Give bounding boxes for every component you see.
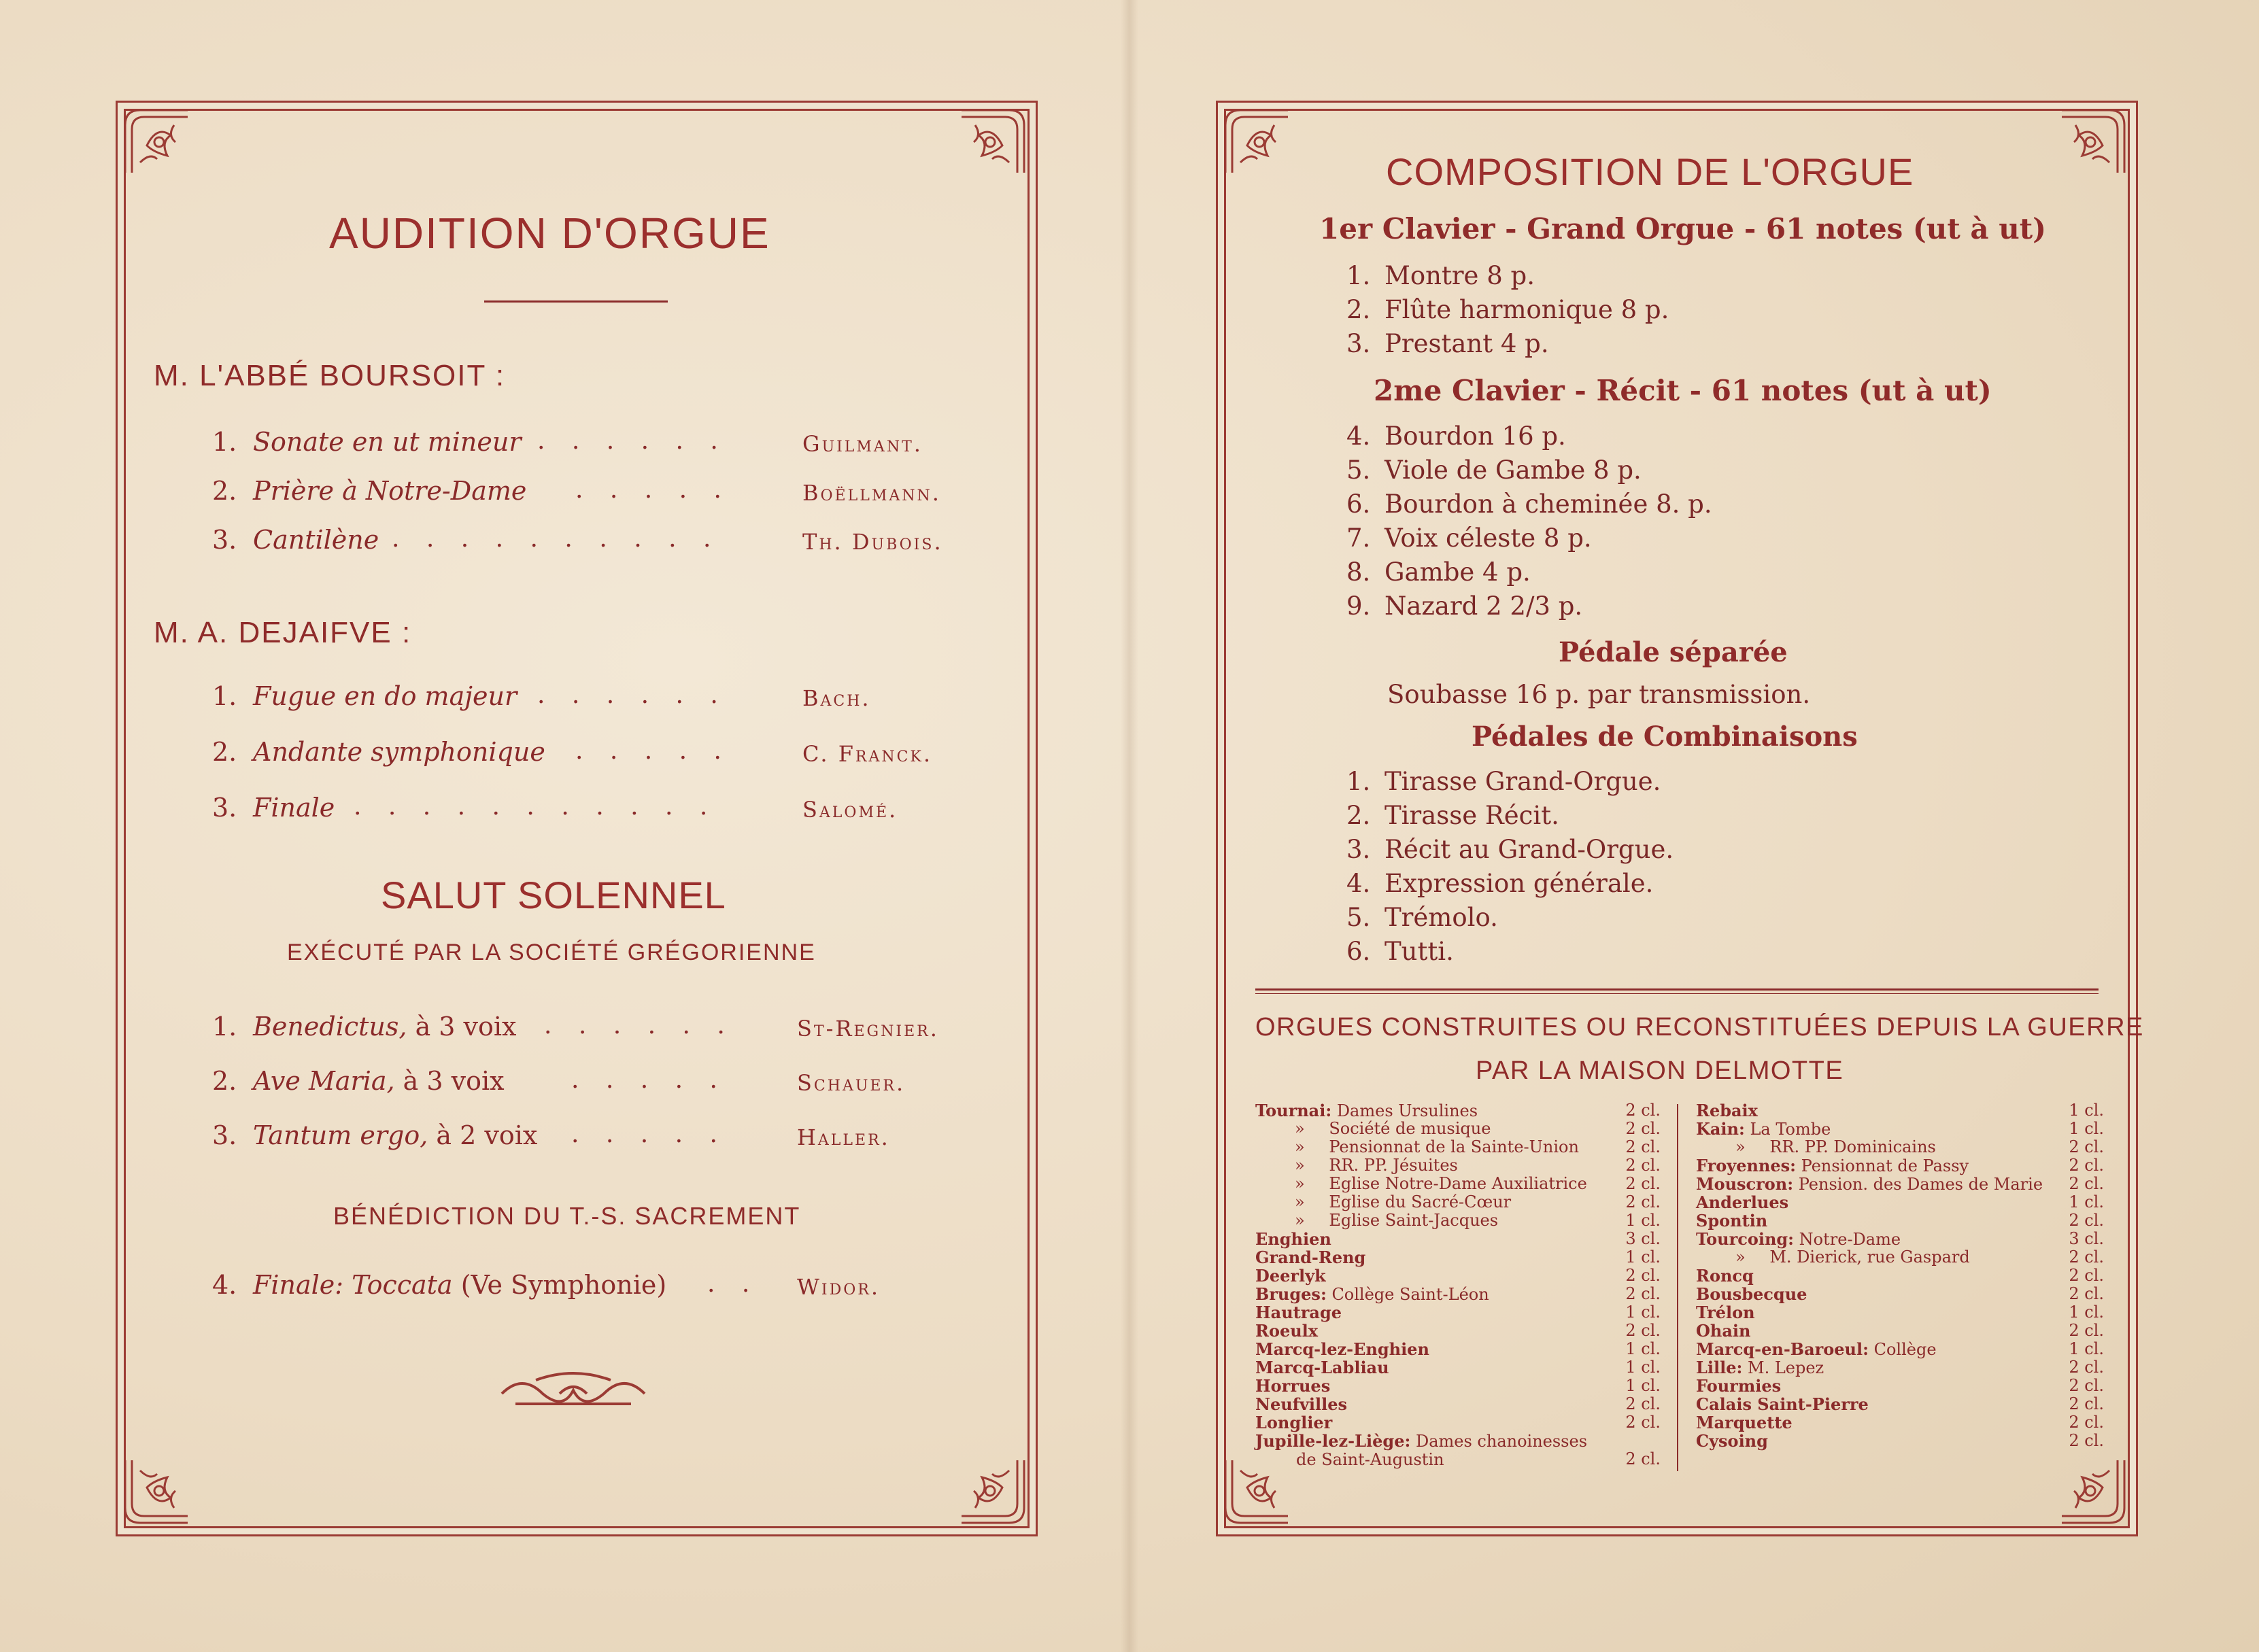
pedale-text: Soubasse 16 p. par transmission. <box>1387 680 1811 709</box>
program-item: 2. Prière à Notre-Dame <box>212 476 527 506</box>
organ-location: Fourmies <box>1696 1376 1782 1396</box>
organ-description: Dames chanoinesses <box>1410 1432 1588 1451</box>
stop-item: 6. Tutti. <box>1346 937 1454 966</box>
organ-list-row <box>1696 1267 2104 1286</box>
organ-clavier-count: 2 cl. <box>1625 1156 1661 1175</box>
organ-location: Deerlyk <box>1255 1266 1326 1286</box>
organ-description: La Tombe <box>1744 1120 1831 1139</box>
organ-location: » <box>1295 1192 1305 1211</box>
organ-description: Pensionnat de la Sainte-Union <box>1323 1137 1579 1156</box>
organ-list-row <box>1696 1175 2104 1194</box>
organ-clavier-count: 2 cl. <box>1625 1101 1661 1120</box>
organ-list-row <box>1696 1395 2104 1414</box>
section-rule <box>1255 988 2099 991</box>
leader-dots: . . . . . . . . . . <box>392 525 721 553</box>
organ-list-row <box>1255 1285 1661 1304</box>
stop-item: 4. Expression générale. <box>1346 869 1654 898</box>
organ-list-row <box>1255 1377 1661 1396</box>
stop-item: 5. Trémolo. <box>1346 903 1498 932</box>
organ-clavier-count: 2 cl. <box>1625 1174 1661 1193</box>
organ-clavier-count: 1 cl. <box>1625 1339 1661 1358</box>
organ-clavier-count: 2 cl. <box>1625 1119 1661 1138</box>
organ-clavier-count: 2 cl. <box>2069 1321 2104 1340</box>
organ-list-row <box>1696 1322 2104 1341</box>
corner-ornament-icon <box>2055 105 2130 179</box>
benediction-title: BÉNÉDICTION DU T.-S. SACREMENT <box>333 1202 801 1230</box>
organ-location: Lille: <box>1696 1358 1743 1377</box>
organ-clavier-count: 2 cl. <box>1625 1192 1661 1211</box>
organ-description: Eglise Saint-Jacques <box>1323 1211 1499 1230</box>
organ-clavier-count: 1 cl. <box>2069 1101 2104 1120</box>
organ-list-row <box>1255 1120 1661 1138</box>
corner-ornament-icon <box>1220 105 1295 179</box>
organ-clavier-count: 2 cl. <box>2069 1211 2104 1230</box>
organ-clavier-count: 2 cl. <box>1625 1394 1661 1413</box>
organ-description: Pension. des Dames de Marie <box>1793 1175 2043 1194</box>
salut-title: SALUT SOLENNEL <box>381 874 726 916</box>
leader-dots: . . . . . . <box>537 681 728 709</box>
organ-location <box>1255 1449 1296 1469</box>
organ-list-row <box>1255 1358 1661 1377</box>
composer-name: Th. Dubois. <box>802 529 943 555</box>
stop-item: 6. Bourdon à cheminée 8. p. <box>1346 489 1712 519</box>
organ-list-row <box>1696 1413 2104 1432</box>
organ-location: Spontin <box>1696 1211 1768 1231</box>
composer-name: Haller. <box>797 1124 890 1150</box>
orgues-heading-line2: PAR LA MAISON DELMOTTE <box>1476 1056 1844 1085</box>
organ-list-row <box>1696 1211 2104 1231</box>
organ-location: Marquette <box>1696 1413 1793 1432</box>
column-divider <box>1677 1104 1678 1471</box>
leader-dots: . . . . . . . . . . . <box>354 793 717 821</box>
program-item: 1. Benedictus, à 3 voix <box>212 1012 517 1042</box>
organ-clavier-count: 1 cl. <box>2069 1303 2104 1322</box>
stop-item: 2. Tirasse Récit. <box>1346 801 1559 830</box>
organ-description: Collège Saint-Léon <box>1326 1285 1489 1304</box>
organ-clavier-count: 1 cl. <box>1625 1303 1661 1322</box>
program-item: 3. Finale <box>212 793 335 823</box>
composer-name: Widor. <box>797 1274 880 1300</box>
organ-location: Marcq-Labliau <box>1255 1358 1389 1377</box>
leader-dots: . . . . . . <box>544 1012 734 1039</box>
organ-location: Hautrage <box>1255 1303 1342 1322</box>
organ-list-row <box>1696 1138 2104 1156</box>
leader-dots: . . . . . <box>575 737 731 765</box>
organ-list-row <box>1696 1432 2104 1451</box>
stop-item: 1. Tirasse Grand-Orgue. <box>1346 767 1661 796</box>
organ-location: Anderlues <box>1696 1192 1789 1212</box>
organ-description: de Saint-Augustin <box>1296 1450 1444 1469</box>
organ-location: Jupille-lez-Liège: <box>1255 1431 1411 1451</box>
organ-clavier-count: 1 cl. <box>2069 1192 2104 1211</box>
stop-item: 8. Gambe 4 p. <box>1346 557 1531 587</box>
organ-location: Neufvilles <box>1255 1394 1348 1414</box>
organ-list-row <box>1696 1120 2104 1139</box>
organ-list-row <box>1255 1175 1661 1193</box>
pedale-heading: Pédale séparée <box>1559 636 1788 668</box>
organ-description: RR. PP. Jésuites <box>1323 1156 1458 1175</box>
organ-description: Eglise du Sacré-Cœur <box>1323 1192 1512 1211</box>
composer-name: Guilmant. <box>802 431 923 457</box>
organ-location: » <box>1295 1211 1305 1230</box>
performer-boursoit: M. L'ABBÉ BOURSOIT : <box>154 359 506 392</box>
stop-item: 9. Nazard 2 2/3 p. <box>1346 591 1583 621</box>
organ-description: Dames Ursulines <box>1331 1101 1478 1120</box>
organ-clavier-count: 2 cl. <box>2069 1284 2104 1303</box>
organ-clavier-count: 2 cl. <box>1625 1266 1661 1285</box>
stop-item: 3. Prestant 4 p. <box>1346 329 1549 358</box>
organ-location: Bousbecque <box>1696 1284 1807 1304</box>
organ-clavier-count: 2 cl. <box>2069 1247 2104 1267</box>
corner-ornament-icon <box>120 105 194 179</box>
stop-item: 3. Récit au Grand-Orgue. <box>1346 835 1674 864</box>
organ-clavier-count: 2 cl. <box>1625 1321 1661 1340</box>
organ-clavier-count: 2 cl. <box>1625 1449 1661 1468</box>
organ-list-row <box>1255 1303 1661 1322</box>
organ-list-row <box>1255 1211 1661 1230</box>
organ-location: » <box>1295 1137 1305 1156</box>
organ-clavier-count: 3 cl. <box>2069 1229 2104 1248</box>
organ-list-row <box>1255 1193 1661 1211</box>
organ-location: Ohain <box>1696 1321 1751 1341</box>
organ-list-row <box>1696 1377 2104 1396</box>
organ-location: Horrues <box>1255 1376 1331 1396</box>
organ-location: » <box>1295 1174 1305 1193</box>
organ-location: » <box>1735 1247 1746 1267</box>
organ-list-row <box>1255 1248 1661 1267</box>
organ-location: Marcq-lez-Enghien <box>1255 1339 1429 1359</box>
stop-item: 5. Viole de Gambe 8 p. <box>1346 455 1642 485</box>
center-fold <box>1121 0 1138 1652</box>
organ-clavier-count: 1 cl. <box>2069 1119 2104 1138</box>
organ-clavier-count: 3 cl. <box>1625 1229 1661 1248</box>
corner-ornament-icon <box>955 105 1030 179</box>
organ-location: Enghien <box>1255 1229 1331 1249</box>
organ-clavier-count: 2 cl. <box>1625 1137 1661 1156</box>
stop-item: 4. Bourdon 16 p. <box>1346 421 1566 451</box>
organ-location: Calais Saint-Pierre <box>1696 1394 1869 1414</box>
organ-clavier-count: 2 cl. <box>2069 1358 2104 1377</box>
organ-description: Pensionnat de Passy <box>1796 1156 1969 1175</box>
corner-ornament-icon <box>2055 1453 2130 1528</box>
organ-location: Mouscron: <box>1696 1174 1794 1194</box>
leader-dots: . . . . . <box>571 1120 727 1148</box>
organ-list-row <box>1696 1101 2104 1120</box>
organ-description: M. Lepez <box>1742 1358 1824 1377</box>
organ-clavier-count: 2 cl. <box>1625 1413 1661 1432</box>
vignette-ornament-icon <box>495 1366 651 1417</box>
organ-list-row <box>1255 1322 1661 1341</box>
section-rule <box>1255 993 2099 994</box>
organ-location: » <box>1295 1119 1305 1138</box>
organ-location: Cysoing <box>1696 1431 1768 1451</box>
page-title-composition: COMPOSITION DE L'ORGUE <box>1386 150 1914 193</box>
program-item: 4. Finale: Toccata (Ve Symphonie) <box>212 1270 667 1300</box>
organ-list-row <box>1696 1303 2104 1322</box>
organ-list-row <box>1696 1340 2104 1359</box>
orgues-heading-line1: ORGUES CONSTRUITES OU RECONSTITUÉES DEPUIS LA GUERRE <box>1255 1013 2144 1042</box>
organ-location: Longlier <box>1255 1413 1333 1432</box>
composer-name: Bach. <box>802 685 871 711</box>
organ-list-row <box>1255 1450 1661 1469</box>
title-underline <box>484 300 668 303</box>
organ-description: M. Dierick, rue Gaspard <box>1764 1247 1970 1267</box>
corner-ornament-icon <box>955 1453 1030 1528</box>
organ-clavier-count: 1 cl. <box>1625 1247 1661 1267</box>
stop-item: 2. Flûte harmonique 8 p. <box>1346 295 1669 324</box>
stop-item: 1. Montre 8 p. <box>1346 261 1535 290</box>
stop-item: 7. Voix céleste 8 p. <box>1346 523 1592 553</box>
organ-list-row <box>1255 1230 1661 1249</box>
organ-clavier-count: 1 cl. <box>2069 1339 2104 1358</box>
organ-location: Froyennes: <box>1696 1156 1797 1175</box>
organ-list-row <box>1696 1193 2104 1212</box>
program-item: 3. Tantum ergo, à 2 voix <box>212 1120 538 1150</box>
organ-description: Notre-Dame <box>1794 1230 1901 1249</box>
organ-clavier-count: 2 cl. <box>2069 1156 2104 1175</box>
organ-location: Grand-Reng <box>1255 1247 1366 1267</box>
organ-location: Tournai: <box>1255 1101 1332 1120</box>
organ-clavier-count: 1 cl. <box>1625 1358 1661 1377</box>
organ-description: RR. PP. Dominicains <box>1764 1137 1936 1156</box>
organ-list-row <box>1255 1101 1661 1120</box>
organ-list-row <box>1255 1267 1661 1286</box>
salut-subtitle: EXÉCUTÉ PAR LA SOCIÉTÉ GRÉGORIENNE <box>287 940 816 965</box>
organ-location: Roeulx <box>1255 1321 1319 1341</box>
composer-name: Salomé. <box>802 797 898 823</box>
organ-location: Trélon <box>1696 1303 1755 1322</box>
clavier-2-heading: 2me Clavier - Récit - 61 notes (ut à ut) <box>1374 374 1992 407</box>
performer-dejaifve: M. A. DEJAIFVE : <box>154 616 412 649</box>
organ-list-row <box>1255 1413 1661 1432</box>
organ-description: Collège <box>1868 1340 1937 1359</box>
organ-list-row <box>1255 1156 1661 1175</box>
organ-location: Bruges: <box>1255 1284 1327 1304</box>
organ-list-row <box>1255 1395 1661 1414</box>
program-item: 1. Sonate en ut mineur <box>212 427 522 457</box>
leader-dots: . . . . . <box>575 476 731 504</box>
organ-location: Kain: <box>1696 1119 1745 1139</box>
program-item: 1. Fugue en do majeur <box>212 681 517 711</box>
organ-clavier-count: 2 cl. <box>2069 1376 2104 1395</box>
composer-name: Boëllmann. <box>802 480 941 506</box>
composer-name: St-Regnier. <box>797 1016 939 1042</box>
organ-location: Rebaix <box>1696 1101 1758 1120</box>
organ-clavier-count: 2 cl. <box>2069 1431 2104 1450</box>
leader-dots: . . . . . <box>571 1066 727 1094</box>
organ-location: Tourcoing: <box>1696 1229 1795 1249</box>
leader-dots: . . . . . . <box>537 427 728 455</box>
organ-list-row <box>1696 1285 2104 1304</box>
program-item: 2. Ave Maria, à 3 voix <box>212 1066 505 1096</box>
program-item: 2. Andante symphonique <box>212 737 545 767</box>
organ-clavier-count: 2 cl. <box>2069 1394 2104 1413</box>
composer-name: C. Franck. <box>802 741 933 767</box>
organ-location: » <box>1735 1137 1746 1156</box>
program-item: 3. Cantilène <box>212 525 379 555</box>
organ-list-row <box>1696 1358 2104 1377</box>
leader-dots: . . <box>707 1270 760 1298</box>
organ-clavier-count: 1 cl. <box>1625 1211 1661 1230</box>
organ-description: Eglise Notre-Dame Auxiliatrice <box>1323 1174 1587 1193</box>
organ-clavier-count: 2 cl. <box>2069 1266 2104 1285</box>
organ-clavier-count: 2 cl. <box>2069 1174 2104 1193</box>
organ-clavier-count: 2 cl. <box>2069 1137 2104 1156</box>
corner-ornament-icon <box>120 1453 194 1528</box>
organ-location: Roncq <box>1696 1266 1754 1286</box>
organ-clavier-count: 2 cl. <box>1625 1284 1661 1303</box>
organ-list-row <box>1696 1156 2104 1175</box>
organ-list-row <box>1696 1230 2104 1249</box>
organ-list-row <box>1255 1138 1661 1156</box>
organ-list-row <box>1255 1432 1661 1451</box>
organ-clavier-count: 1 cl. <box>1625 1376 1661 1395</box>
organ-description: Société de musique <box>1323 1119 1491 1138</box>
organ-list-row <box>1696 1248 2104 1267</box>
organ-location: Marcq-en-Baroeul: <box>1696 1339 1869 1359</box>
organ-location: » <box>1295 1156 1305 1175</box>
page-title-audition: AUDITION D'ORGUE <box>329 209 770 258</box>
clavier-1-heading: 1er Clavier - Grand Orgue - 61 notes (ut à ut) <box>1319 212 2047 245</box>
composer-name: Schauer. <box>797 1070 906 1096</box>
organ-clavier-count: 2 cl. <box>2069 1413 2104 1432</box>
organ-list-row <box>1255 1340 1661 1359</box>
combinaisons-heading: Pédales de Combinaisons <box>1472 721 1858 753</box>
